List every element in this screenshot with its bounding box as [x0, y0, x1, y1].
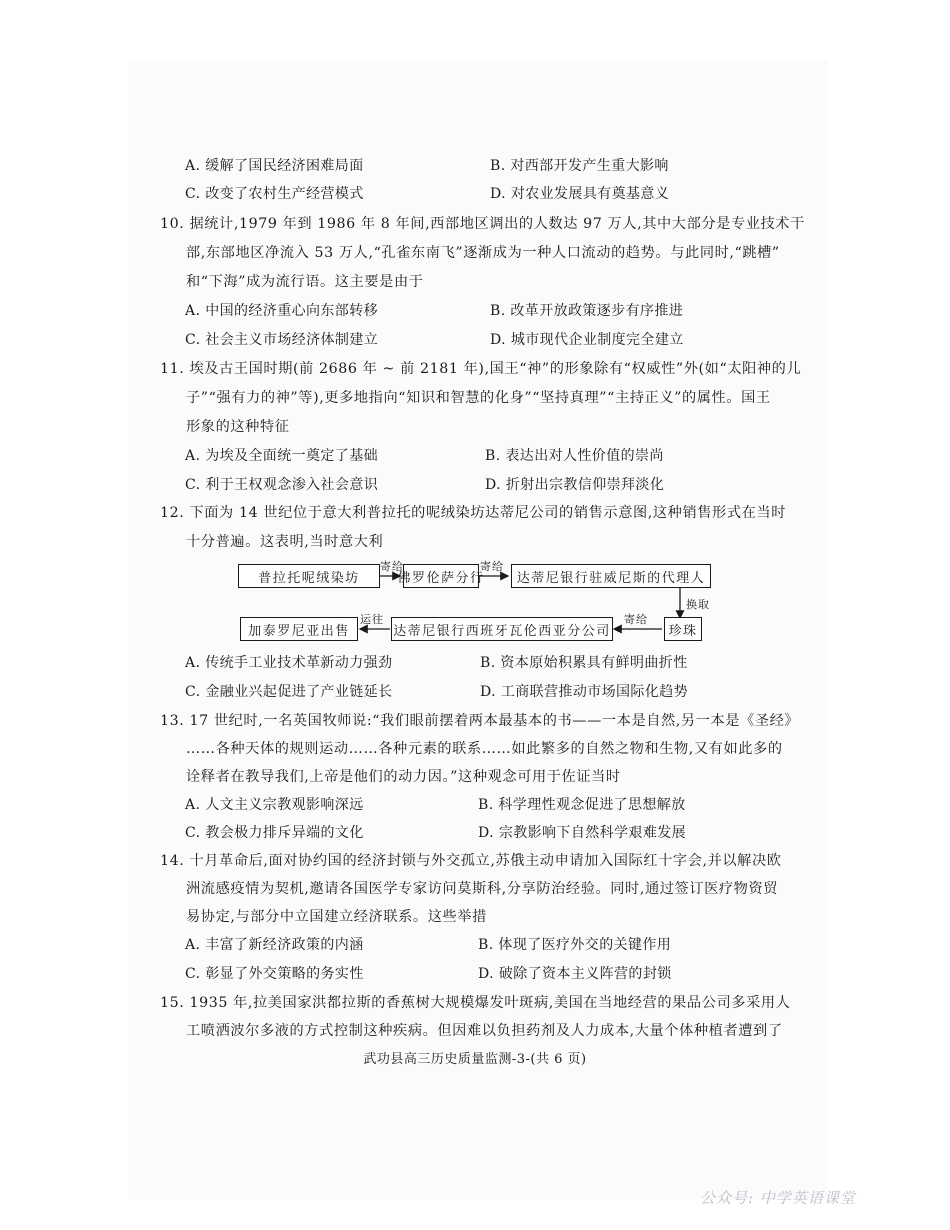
box-valencia-branch: 达蒂尼银行西班牙瓦伦西亚分公司: [391, 617, 613, 641]
box-pearl: 珍珠: [664, 617, 702, 641]
q13-option-c: C. 教会极力排斥异端的文化: [185, 825, 364, 841]
box-catalonia-sale: 加泰罗尼亚出售: [240, 617, 358, 641]
q14-stem-line-1: 14. 十月革命后,面对协约国的经济封锁与外交孤立,苏俄主动申请加入国际红十字会,并以解决欧: [160, 853, 782, 869]
label-send-2: 寄给: [480, 560, 504, 573]
box-florence-branch: 佛罗伦萨分行: [403, 564, 479, 588]
q9-option-d: D. 对农业发展具有奠基意义: [490, 186, 670, 202]
q12-stem-line-1: 12. 下面为 14 世纪位于意大利普拉托的呢绒染坊达蒂尼公司的销售示意图,这种销售形式在当时: [160, 505, 786, 521]
q10-option-b: B. 改革开放政策逐步有序推进: [490, 303, 684, 319]
q12-option-a: A. 传统手工业技术革新动力强劲: [185, 655, 393, 671]
q10-option-a: A. 中国的经济重心向东部转移: [185, 303, 379, 319]
q11-option-d: D. 折射出宗教信仰崇拜淡化: [485, 477, 665, 493]
q13-stem-line-1: 13. 17 世纪时,一名英国牧师说:“我们眼前摆着两本最基本的书——一本是自然,另一本是《圣经》: [160, 713, 800, 729]
q13-option-a: A. 人文主义宗教观影响深远: [185, 797, 364, 813]
q9-option-c: C. 改变了农村生产经营模式: [185, 186, 364, 202]
q13-stem-line-2: ……各种天体的规则运动……各种元素的联系……如此繁多的自然之物和生物,又有如此多的: [186, 741, 783, 757]
q15-stem-line-2: 工喷洒波尔多液的方式控制这种疾病。但因难以负担药剂及人力成本,大量个体种植者遭到了: [186, 1023, 783, 1039]
q11-option-a: A. 为埃及全面统一奠定了基础: [185, 448, 379, 464]
q11-stem-line-3: 形象的这种特征: [186, 419, 290, 435]
label-send-3: 寄给: [624, 613, 648, 626]
q11-stem-line-2: 子”“强有力的神”等),更多地指向“知识和智慧的化身”“坚持真理”“主持正义”的属性。国王: [186, 390, 771, 406]
q12-option-c: C. 金融业兴起促进了产业链延长: [185, 684, 393, 700]
watermark: 公众号: 中学英语课堂: [700, 1189, 856, 1207]
q9-option-a: A. 缓解了国民经济困难局面: [185, 158, 364, 174]
q14-stem-line-3: 易协定,与部分中立国建立经济联系。这些举措: [186, 909, 487, 925]
q10-stem-line-2: 部,东部地区净流入 53 万人,“孔雀东南飞”逐渐成为一种人口流动的趋势。与此同时,“跳槽”: [186, 245, 780, 261]
q9-option-b: B. 对西部开发产生重大影响: [490, 158, 669, 174]
q14-option-a: A. 丰富了新经济政策的内涵: [185, 937, 364, 953]
label-exchange: 换取: [686, 598, 710, 611]
q12-option-b: B. 资本原始积累具有鲜明曲折性: [480, 655, 688, 671]
q10-stem-line-1: 10. 据统计,1979 年到 1986 年 8 年间,西部地区调出的人数达 97 万人,其中大部分是专业技术干: [160, 216, 805, 232]
q12-stem-line-2: 十分普遍。这表明,当时意大利: [186, 534, 384, 550]
label-send-1: 寄给: [380, 560, 404, 573]
q11-stem-line-1: 11. 埃及古王国时期(前 2686 年 ~ 前 2181 年),国王“神”的形象除有“权威性”外(如“太阳神的儿: [160, 361, 802, 377]
q11-option-b: B. 表达出对人性价值的崇尚: [485, 448, 664, 464]
q14-option-b: B. 体现了医疗外交的关键作用: [478, 937, 672, 953]
q14-stem-line-2: 洲流感疫情为契机,邀请各国医学专家访问莫斯科,分享防治经验。同时,通过签订医疗物资贸: [186, 881, 779, 897]
q13-stem-line-3: 诠释者在教导我们,上帝是他们的动力因。”这种观念可用于佐证当时: [186, 769, 621, 785]
page-footer: 武功县高三历史质量监测-3-(共 6 页): [363, 1052, 587, 1067]
q15-stem-line-1: 15. 1935 年,拉美国家洪都拉斯的香蕉树大规模爆发叶斑病,美国在当地经营的果品公司多采用人: [160, 995, 791, 1011]
q11-option-c: C. 利于王权观念渗入社会意识: [185, 477, 379, 493]
q13-option-b: B. 科学理性观念促进了思想解放: [478, 797, 686, 813]
q14-option-c: C. 彰显了外交策略的务实性: [185, 966, 364, 982]
box-prato-workshop: 普拉托呢绒染坊: [238, 564, 380, 588]
q12-option-d: D. 工商联营推动市场国际化趋势: [480, 684, 689, 700]
box-venice-agent: 达蒂尼银行驻威尼斯的代理人: [511, 564, 711, 588]
q14-option-d: D. 破除了资本主义阵营的封锁: [478, 966, 672, 982]
label-ship: 运往: [360, 613, 384, 626]
q10-option-d: D. 城市现代企业制度完全建立: [490, 332, 684, 348]
q10-stem-line-3: 和“下海”成为流行语。这主要是由于: [186, 274, 424, 290]
q13-option-d: D. 宗教影响下自然科学艰难发展: [478, 825, 687, 841]
q10-option-c: C. 社会主义市场经济体制建立: [185, 332, 379, 348]
